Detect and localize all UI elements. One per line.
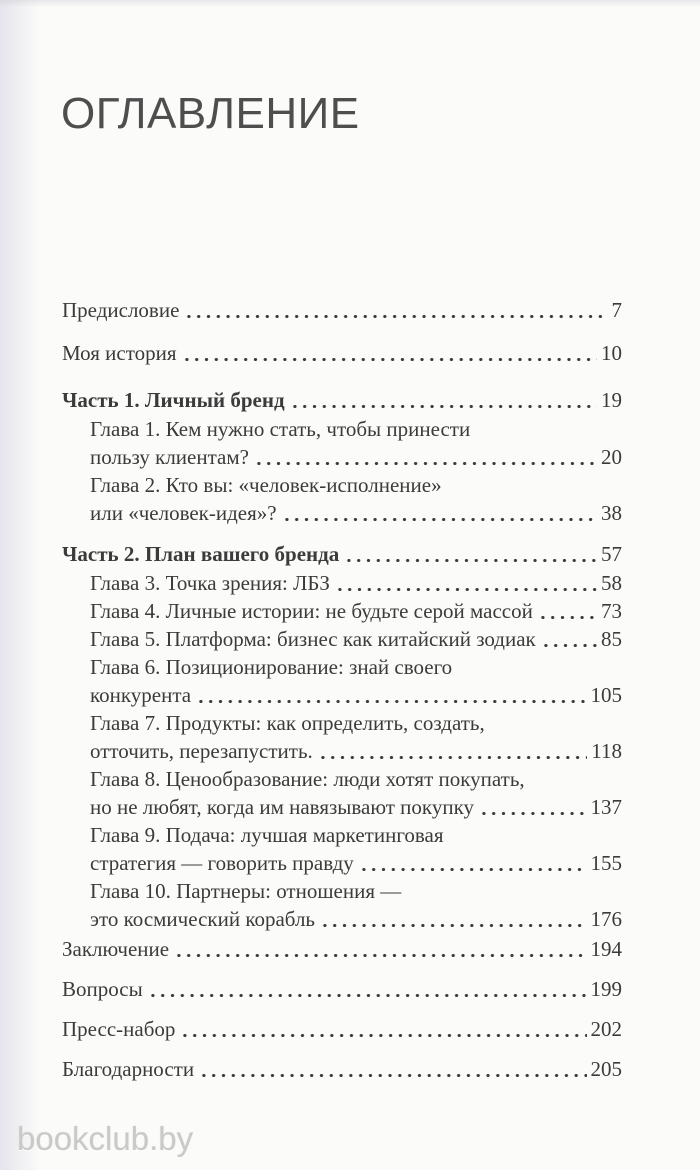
toc-entry-line bbox=[62, 386, 622, 414]
toc-entry-text: но не любят, когда им навязывают покупку bbox=[90, 795, 474, 819]
toc-entry-line bbox=[62, 1015, 622, 1043]
toc-entry-line bbox=[62, 540, 622, 568]
toc-entry bbox=[62, 597, 622, 625]
dot-leader bbox=[479, 793, 587, 821]
toc-page-number: 176 bbox=[590, 907, 622, 931]
toc-entry-text: Глава 1. Кем нужно стать, чтобы принести bbox=[90, 417, 471, 441]
toc-entry-line bbox=[62, 296, 622, 324]
dot-leader bbox=[344, 540, 597, 568]
toc-entry bbox=[62, 821, 622, 877]
toc-entry bbox=[62, 975, 622, 1003]
dot-leader bbox=[541, 625, 597, 653]
toc-entry-line bbox=[90, 737, 622, 765]
toc-page-number: 105 bbox=[590, 683, 622, 707]
dot-leader bbox=[196, 681, 586, 709]
dot-leader bbox=[359, 849, 587, 877]
toc-page-number: 38 bbox=[601, 501, 622, 525]
dot-leader bbox=[290, 386, 597, 414]
toc-page-number: 155 bbox=[590, 851, 622, 875]
toc-page-number: 19 bbox=[601, 388, 622, 412]
toc-entry-text: Глава 2. Кто вы: «человек-исполнение» bbox=[90, 473, 442, 497]
toc-page-number: 202 bbox=[590, 1017, 622, 1041]
toc-entry-line bbox=[90, 569, 622, 597]
toc-entry-text: Часть 1. Личный бренд bbox=[62, 388, 285, 412]
toc-page-number: 205 bbox=[590, 1057, 622, 1081]
toc-entry-line bbox=[62, 339, 622, 367]
dot-leader bbox=[148, 975, 587, 1003]
toc-entry-line bbox=[62, 1055, 622, 1083]
toc-entry-text: Благодарности bbox=[62, 1057, 195, 1081]
toc-entry-line bbox=[90, 765, 622, 793]
dot-leader bbox=[320, 905, 586, 933]
toc-entry-text: Заключение bbox=[62, 937, 170, 961]
toc-entry bbox=[62, 877, 622, 933]
toc-entry-line bbox=[90, 653, 622, 681]
dot-leader bbox=[182, 339, 597, 367]
toc-entry-text: это космический корабль bbox=[90, 907, 316, 931]
toc-page-number: 57 bbox=[601, 542, 622, 566]
toc-entry bbox=[62, 415, 622, 471]
toc-entry-line bbox=[90, 877, 622, 905]
toc-entry-line bbox=[90, 443, 622, 471]
toc-entry bbox=[62, 765, 622, 821]
toc-page-number: 10 bbox=[601, 341, 622, 365]
toc-entry bbox=[62, 339, 622, 367]
toc-entry-text: пользу клиентам? bbox=[90, 445, 249, 469]
toc-entry-text: Часть 2. План вашего бренда bbox=[62, 542, 340, 566]
toc-entry-text: Моя история bbox=[62, 341, 177, 365]
toc-entry bbox=[62, 540, 622, 568]
toc-entry-text: Глава 7. Продукты: как определить, создать, bbox=[90, 711, 485, 735]
toc-entry-line bbox=[90, 793, 622, 821]
toc-entry-line bbox=[90, 471, 622, 499]
toc-entry bbox=[62, 709, 622, 765]
toc-entry-text: Пресс-набор bbox=[62, 1017, 176, 1041]
dot-leader bbox=[254, 443, 597, 471]
toc-entry-text: отточить, перезапустить. bbox=[90, 739, 313, 763]
toc-entry-line bbox=[90, 709, 622, 737]
toc-entry bbox=[62, 471, 622, 527]
dot-leader bbox=[538, 597, 597, 625]
toc-entry bbox=[62, 569, 622, 597]
toc-entry-text: Глава 6. Позиционирование: знай своего bbox=[90, 655, 453, 679]
toc-entry-text: Глава 3. Точка зрения: ЛБЗ bbox=[90, 571, 330, 595]
toc-page-number: 137 bbox=[590, 795, 622, 819]
toc-entry bbox=[62, 935, 622, 963]
toc-entry-line bbox=[90, 597, 622, 625]
toc-entry bbox=[62, 625, 622, 653]
dot-leader bbox=[180, 1015, 586, 1043]
toc-entry-line bbox=[90, 681, 622, 709]
dot-leader bbox=[199, 1055, 586, 1083]
toc-entry bbox=[62, 386, 622, 414]
page-title: ОГЛАВЛЕНИЕ bbox=[61, 89, 360, 138]
toc-entry bbox=[62, 1055, 622, 1083]
toc-entry-line bbox=[90, 905, 622, 933]
toc-entry-line bbox=[90, 499, 622, 527]
toc-entry-text: Вопросы bbox=[62, 977, 143, 1001]
toc-entry-line bbox=[90, 415, 622, 443]
toc-entry-text: Глава 4. Личные истории: не будьте серой массой bbox=[90, 599, 533, 623]
toc-page-number: 7 bbox=[611, 298, 622, 322]
toc-entry-line bbox=[62, 935, 622, 963]
toc-entry-text: Глава 10. Партнеры: отношения — bbox=[90, 879, 402, 903]
toc-page-number: 118 bbox=[591, 739, 622, 763]
toc-page-number: 194 bbox=[590, 937, 622, 961]
toc-entry-text: Глава 8. Ценообразование: люди хотят покупать, bbox=[90, 767, 525, 791]
dot-leader bbox=[318, 737, 587, 765]
toc-entry-text: стратегия — говорить правду bbox=[90, 851, 354, 875]
toc-entry-text: Глава 5. Платформа: бизнес как китайский зодиак bbox=[90, 627, 536, 651]
toc-entry-text: конкурента bbox=[90, 683, 192, 707]
toc-page-number: 58 bbox=[601, 571, 622, 595]
toc-page-number: 20 bbox=[601, 445, 622, 469]
toc-page-number: 73 bbox=[601, 599, 622, 623]
dot-leader bbox=[282, 499, 597, 527]
toc-entry-line bbox=[90, 849, 622, 877]
table-of-contents bbox=[62, 296, 622, 1083]
toc-entry bbox=[62, 296, 622, 324]
toc-entry bbox=[62, 1015, 622, 1043]
toc-entry-text: Предисловие bbox=[62, 298, 180, 322]
toc-page-number: 85 bbox=[601, 627, 622, 651]
toc-entry bbox=[62, 653, 622, 709]
dot-leader bbox=[335, 569, 597, 597]
toc-page-number: 199 bbox=[590, 977, 622, 1001]
dot-leader bbox=[184, 296, 607, 324]
watermark: bookclub.by bbox=[17, 1120, 194, 1157]
toc-entry-text: Глава 9. Подача: лучшая маркетинговая bbox=[90, 823, 444, 847]
toc-entry-line bbox=[90, 625, 622, 653]
dot-leader bbox=[174, 935, 586, 963]
toc-entry-line bbox=[62, 975, 622, 1003]
toc-entry-line bbox=[90, 821, 622, 849]
toc-entry-text: или «человек-идея»? bbox=[90, 501, 277, 525]
